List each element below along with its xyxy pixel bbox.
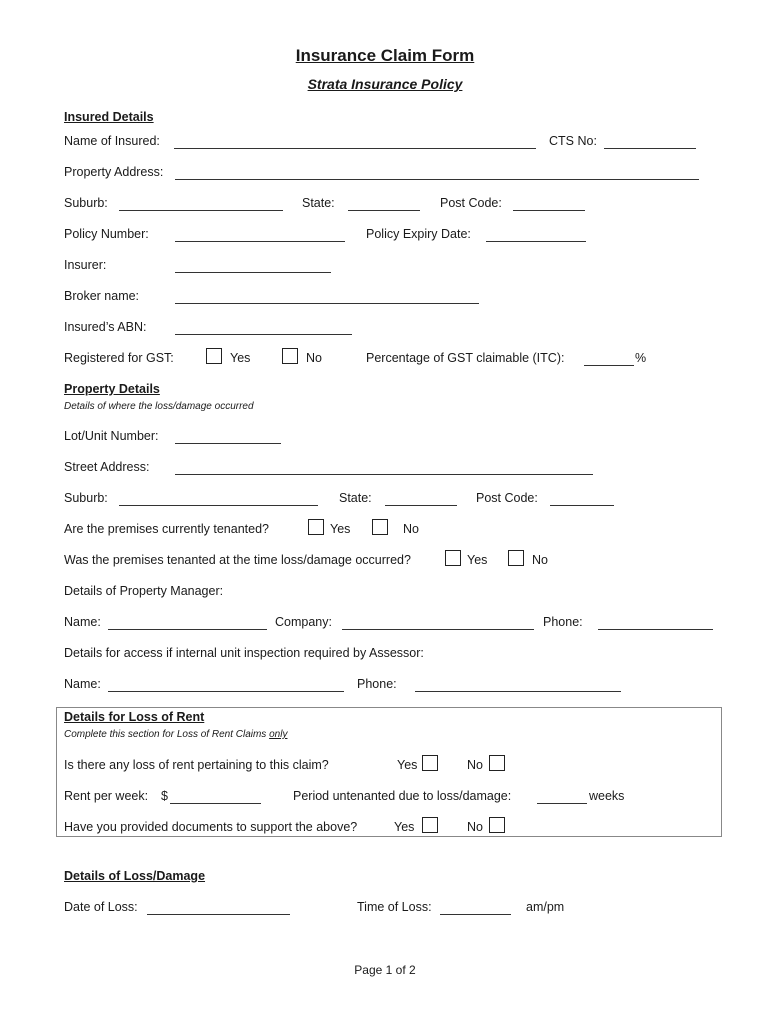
- policy-expiry-field[interactable]: [486, 241, 586, 242]
- insured-state-field[interactable]: [348, 210, 420, 211]
- property-suburb-label: Suburb:: [64, 491, 108, 505]
- documents-yes-label: Yes: [394, 820, 415, 834]
- loss-of-rent-no-checkbox[interactable]: [489, 755, 505, 771]
- loss-of-rent-yes-checkbox[interactable]: [422, 755, 438, 771]
- property-state-label: State:: [339, 491, 372, 505]
- property-details-note: Details of where the loss/damage occurred: [64, 401, 254, 412]
- tenanted-yes-checkbox[interactable]: [308, 519, 324, 535]
- tenanted-yes-label: Yes: [330, 522, 351, 536]
- form-title: Insurance Claim Form: [295, 46, 475, 65]
- tenanted-time-no-label: No: [532, 553, 548, 567]
- insured-postcode-label: Post Code:: [440, 196, 502, 210]
- access-name-label: Name:: [64, 677, 101, 691]
- access-phone-field[interactable]: [415, 691, 621, 692]
- property-state-field[interactable]: [385, 505, 457, 506]
- gst-yes-label: Yes: [230, 351, 251, 365]
- insured-abn-label: Insured’s ABN:: [64, 320, 147, 334]
- insured-suburb-field[interactable]: [119, 210, 283, 211]
- period-untenanted-label: Period untenanted due to loss/damage:: [293, 789, 512, 803]
- gst-percentage-field[interactable]: [584, 365, 634, 366]
- date-of-loss-label: Date of Loss:: [64, 900, 138, 914]
- rent-per-week-label: Rent per week:: [64, 789, 149, 803]
- insurer-label: Insurer:: [64, 258, 107, 272]
- access-name-field[interactable]: [108, 691, 344, 692]
- loss-of-rent-question: Is there any loss of rent pertaining to this claim?: [64, 758, 329, 772]
- loss-of-rent-yes-label: Yes: [397, 758, 418, 772]
- gst-no-checkbox[interactable]: [282, 348, 298, 364]
- pm-phone-field[interactable]: [598, 629, 713, 630]
- tenanted-time-yes-checkbox[interactable]: [445, 550, 461, 566]
- loss-damage-heading: Details of Loss/Damage: [64, 869, 206, 883]
- loss-of-rent-no-label: No: [467, 758, 483, 772]
- pm-company-field[interactable]: [342, 629, 534, 630]
- policy-number-field[interactable]: [175, 241, 345, 242]
- insured-suburb-label: Suburb:: [64, 196, 108, 210]
- loss-of-rent-note: Complete this section for Loss of Rent Claims only: [64, 729, 288, 740]
- tenanted-time-yes-label: Yes: [467, 553, 488, 567]
- insured-details-heading: Insured Details: [64, 110, 154, 124]
- broker-name-field[interactable]: [175, 303, 479, 304]
- weeks-label: weeks: [589, 789, 625, 803]
- property-suburb-field[interactable]: [119, 505, 318, 506]
- pm-phone-label: Phone:: [543, 615, 583, 629]
- tenanted-time-label: Was the premises tenanted at the time loss/damage occurred?: [64, 553, 411, 567]
- documents-question: Have you provided documents to support the above?: [64, 820, 358, 834]
- gst-percentage-label: Percentage of GST claimable (ITC):: [366, 351, 565, 365]
- pm-name-label: Name:: [64, 615, 101, 629]
- tenanted-no-label: No: [403, 522, 419, 536]
- property-address-field[interactable]: [175, 179, 699, 180]
- insured-state-label: State:: [302, 196, 335, 210]
- property-details-heading: Property Details: [64, 382, 160, 396]
- gst-registered-label: Registered for GST:: [64, 351, 174, 365]
- tenanted-label: Are the premises currently tenanted?: [64, 522, 269, 536]
- documents-no-label: No: [467, 820, 483, 834]
- pm-company-label: Company:: [275, 615, 332, 629]
- name-of-insured-field[interactable]: [174, 148, 536, 149]
- street-address-label: Street Address:: [64, 460, 150, 474]
- access-details-label: Details for access if internal unit inspection required by Assessor:: [64, 646, 424, 660]
- insurer-field[interactable]: [175, 272, 331, 273]
- lot-unit-label: Lot/Unit Number:: [64, 429, 159, 443]
- property-postcode-field[interactable]: [550, 505, 614, 506]
- tenanted-no-checkbox[interactable]: [372, 519, 388, 535]
- time-of-loss-field[interactable]: [440, 914, 511, 915]
- pm-name-field[interactable]: [108, 629, 267, 630]
- cts-no-label: CTS No:: [549, 134, 597, 148]
- tenanted-time-no-checkbox[interactable]: [508, 550, 524, 566]
- name-of-insured-label: Name of Insured:: [64, 134, 160, 148]
- access-phone-label: Phone:: [357, 677, 397, 691]
- property-postcode-label: Post Code:: [476, 491, 538, 505]
- form-subtitle: Strata Insurance Policy: [307, 76, 463, 92]
- gst-percent-sign: %: [635, 351, 647, 365]
- rent-per-week-field[interactable]: [170, 803, 261, 804]
- loss-of-rent-section: [56, 707, 722, 837]
- date-of-loss-field[interactable]: [147, 914, 290, 915]
- documents-yes-checkbox[interactable]: [422, 817, 438, 833]
- insured-postcode-field[interactable]: [513, 210, 585, 211]
- loss-of-rent-heading: Details for Loss of Rent: [64, 710, 205, 724]
- broker-name-label: Broker name:: [64, 289, 140, 303]
- period-untenanted-field[interactable]: [537, 803, 587, 804]
- street-address-field[interactable]: [175, 474, 593, 475]
- am-pm-label: am/pm: [526, 900, 565, 914]
- insured-abn-field[interactable]: [175, 334, 352, 335]
- documents-no-checkbox[interactable]: [489, 817, 505, 833]
- policy-number-label: Policy Number:: [64, 227, 149, 241]
- lot-unit-field[interactable]: [175, 443, 281, 444]
- gst-yes-checkbox[interactable]: [206, 348, 222, 364]
- time-of-loss-label: Time of Loss:: [357, 900, 432, 914]
- gst-no-label: No: [306, 351, 322, 365]
- property-address-label: Property Address:: [64, 165, 164, 179]
- property-manager-label: Details of Property Manager:: [64, 584, 224, 598]
- page-number: Page 1 of 2: [354, 963, 416, 977]
- cts-no-field[interactable]: [604, 148, 696, 149]
- rent-dollar-sign: $: [161, 789, 168, 803]
- policy-expiry-label: Policy Expiry Date:: [366, 227, 471, 241]
